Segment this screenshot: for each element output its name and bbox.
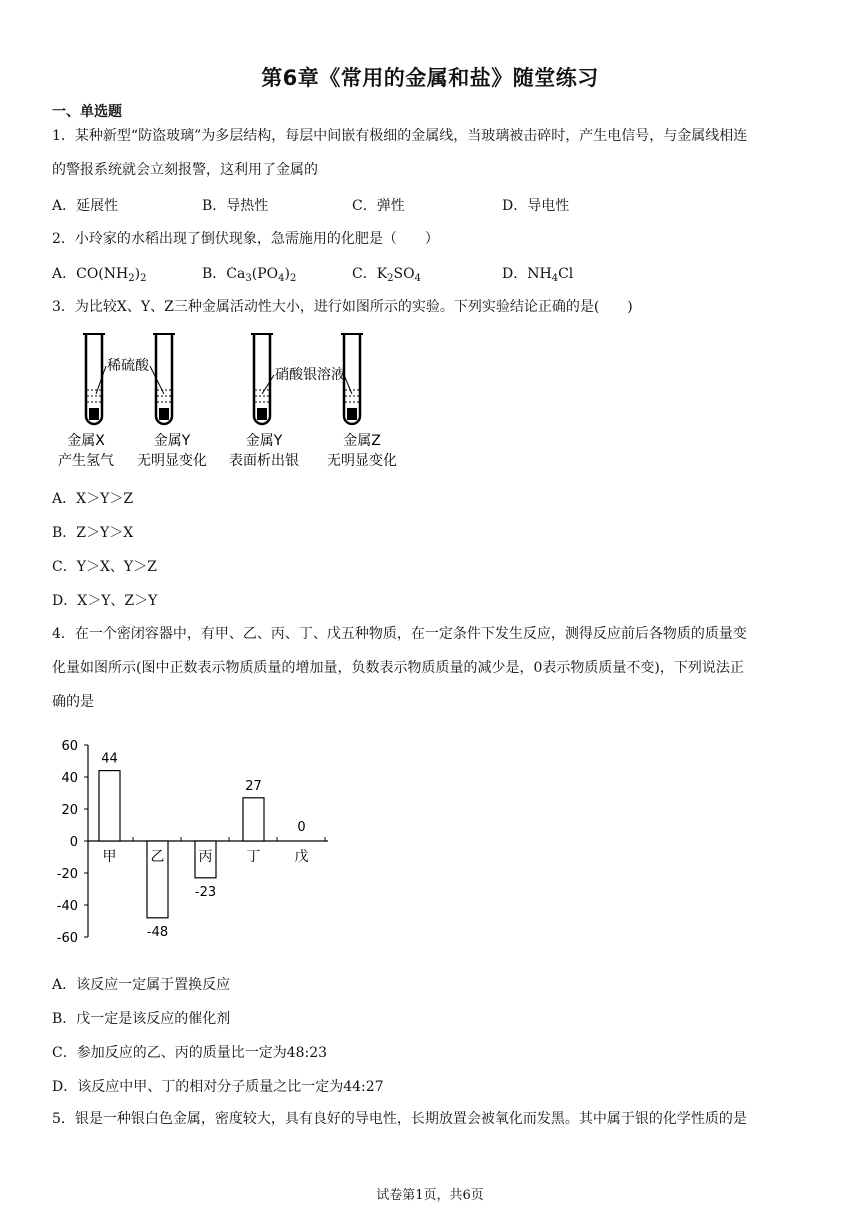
q4-stem-line1: 4．在一个密闭容器中，有甲、乙、丙、丁、戊五种物质，在一定条件下发生反应，测得反应前后各物质的质量变 bbox=[52, 626, 747, 642]
reagent-label-1: 稀硫酸 bbox=[107, 358, 149, 374]
q4-option-d: D．该反应中甲、丁的相对分子质量之比一定为44:27 bbox=[52, 1079, 384, 1095]
q5-stem: 5．银是一种银白色金属，密度较大，具有良好的导电性，长期放置会被氧化而发黑。其中属于银的化学性质的是 bbox=[52, 1111, 747, 1127]
reagent-label-2: 硝酸银溶液 bbox=[275, 367, 345, 383]
q4-option-b: B．戊一定是该反应的催化剂 bbox=[52, 1011, 231, 1027]
test-tube-3 bbox=[251, 334, 273, 424]
y-tick-label: -20 bbox=[56, 867, 78, 882]
y-tick-label: 60 bbox=[61, 739, 78, 754]
y-tick-label: -60 bbox=[56, 931, 78, 946]
q1-option-d: D．导电性 bbox=[502, 198, 570, 214]
value-label: 0 bbox=[297, 820, 306, 835]
tube-1-metal: 金属X bbox=[67, 433, 105, 449]
q1-option-c: C．弹性 bbox=[352, 198, 405, 214]
q2-option-a: A．$CO(NH_2)_2$ bbox=[52, 266, 147, 284]
tube-2-result: 无明显变化 bbox=[137, 453, 207, 469]
y-tick-label: -40 bbox=[56, 899, 78, 914]
q2-option-d: D．$NH_4Cl$ bbox=[502, 266, 574, 284]
category-label: 甲 bbox=[102, 849, 117, 865]
category-label: 丙 bbox=[198, 849, 213, 865]
q4-option-a: A．该反应一定属于置换反应 bbox=[52, 977, 231, 993]
q1-option-b: B．导热性 bbox=[202, 198, 269, 214]
q2-option-c: C．$K_2SO_4$ bbox=[352, 266, 421, 284]
q3-stem: 3．为比较X、Y、Z三种金属活动性大小，进行如图所示的实验。下列实验结论正确的是( ) bbox=[52, 299, 633, 315]
section-heading: 一、单选题 bbox=[52, 104, 122, 120]
q2-stem: 2．小玲家的水稻出现了倒伏现象，急需施用的化肥是（ ） bbox=[52, 231, 439, 247]
q3-option-c: C．Y＞X、Y＞Z bbox=[52, 559, 157, 575]
tube-3-result: 表面析出银 bbox=[229, 453, 299, 469]
tube-2-metal: 金属Y bbox=[153, 433, 191, 449]
tube-4-metal: 金属Z bbox=[343, 433, 381, 449]
y-tick-label: 20 bbox=[61, 803, 78, 818]
q1-stem-line2: 的警报系统就会立刻报警，这利用了金属的 bbox=[52, 162, 318, 178]
tube-4-result: 无明显变化 bbox=[327, 453, 397, 469]
page-footer: 试卷第1页，共6页 bbox=[376, 1188, 484, 1203]
q1-stem-line1: 1．某种新型“防盗玻璃”为多层结构，每层中间嵌有极细的金属线，当玻璃被击碎时，产生电信号，与金属线相连 bbox=[52, 128, 748, 144]
q3-option-b: B．Z＞Y＞X bbox=[52, 525, 134, 541]
q3-option-a: A．X＞Y＞Z bbox=[52, 491, 134, 507]
y-tick-label: 0 bbox=[69, 835, 78, 850]
y-tick-label: 40 bbox=[61, 771, 78, 786]
category-label: 戊 bbox=[294, 849, 309, 865]
page-title: 第6章《常用的金属和盐》随堂练习 bbox=[261, 66, 599, 90]
tube-3-metal: 金属Y bbox=[245, 433, 283, 449]
value-label: -48 bbox=[146, 924, 169, 940]
q4-stem-line2: 化量如图所示(图中正数表示物质质量的增加量，负数表示物质质量的减少是，0表示物质质量不变)，下列说法正 bbox=[52, 660, 744, 676]
value-label: 27 bbox=[245, 778, 262, 794]
value-label: -23 bbox=[194, 884, 217, 900]
bar-4 bbox=[243, 798, 264, 841]
category-label: 乙 bbox=[150, 849, 165, 865]
q4-bar-chart bbox=[52, 728, 352, 958]
q4-option-c: C．参加反应的乙、丙的质量比一定为48:23 bbox=[52, 1045, 328, 1061]
q3-experiment-figure bbox=[52, 328, 412, 473]
bar-1 bbox=[99, 771, 120, 841]
q1-option-a: A．延展性 bbox=[52, 198, 119, 214]
q3-option-d: D．X＞Y、Z＞Y bbox=[52, 593, 158, 609]
tube-1-result: 产生氢气 bbox=[58, 453, 114, 469]
value-label: 44 bbox=[101, 751, 118, 767]
category-label: 丁 bbox=[246, 849, 261, 865]
q2-option-b: B．$Ca_3(PO_4)_2$ bbox=[202, 266, 297, 284]
q4-stem-line3: 确的是 bbox=[52, 694, 94, 710]
